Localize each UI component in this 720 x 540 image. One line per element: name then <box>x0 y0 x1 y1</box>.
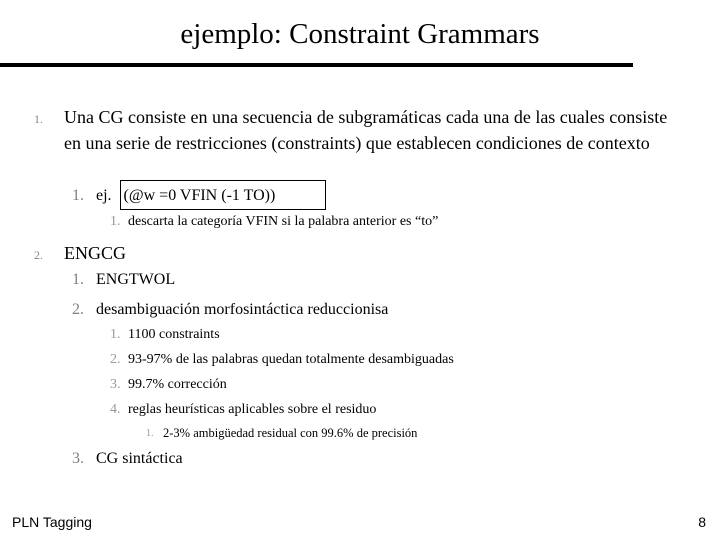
bullet-1-1-1 <box>110 213 670 231</box>
bullet-2 <box>34 240 674 266</box>
example-label: ej. <box>96 187 112 204</box>
bullet-text: descarta la categoría VFIN si la palabra anterior es “to” <box>128 214 439 229</box>
bullet-number: 1. <box>146 428 154 439</box>
bullet-number: 2. <box>34 248 43 262</box>
title-underline <box>0 63 633 67</box>
page-number: 8 <box>698 514 706 530</box>
bullet-number: 1. <box>72 187 84 204</box>
bullet-text: 99.7% corrección <box>128 377 227 392</box>
bullet-text: ENGTWOL <box>96 271 176 288</box>
bullet-2-2-2 <box>110 351 670 369</box>
bullet-1-1 <box>72 186 572 206</box>
bullet-2-2-4 <box>110 401 670 419</box>
slide-title: ejemplo: Constraint Grammars <box>180 18 540 50</box>
bullet-text: reglas heurísticas aplicables sobre el residuo <box>128 402 377 417</box>
bullet-number: 3. <box>110 377 121 392</box>
bullet-number: 2. <box>72 301 84 318</box>
footer-course-label: PLN Tagging <box>12 514 92 530</box>
bullet-number: 1. <box>72 271 84 288</box>
bullet-number: 4. <box>110 402 121 417</box>
bullet-text: Una CG consiste en una secuencia de subgramáticas cada una de las cuales consiste en una serie de restricciones (constraints) que establecen condiciones de contexto <box>64 107 668 153</box>
bullet-2-2 <box>72 300 632 320</box>
bullet-2-2-3 <box>110 376 670 394</box>
bullet-text: ENGCG <box>64 243 126 263</box>
bullet-number: 2. <box>110 352 121 367</box>
bullet-2-2-4-1 <box>146 425 686 441</box>
bullet-text: desambiguación morfosintáctica reduccionisa <box>96 301 389 318</box>
bullet-text: 2-3% ambigüedad residual con 99.6% de precisión <box>163 426 418 440</box>
bullet-number: 3. <box>72 450 84 467</box>
bullet-number: 1. <box>110 214 121 229</box>
bullet-text: CG sintáctica <box>96 450 183 467</box>
bullet-2-1 <box>72 270 632 290</box>
bullet-text: 93-97% de las palabras quedan totalmente desambiguadas <box>128 352 454 367</box>
bullet-text: 1100 constraints <box>128 327 220 342</box>
bullet-number: 1. <box>110 327 121 342</box>
example-rule-code: (@w =0 VFIN (-1 TO)) <box>123 187 276 204</box>
bullet-2-3 <box>72 449 632 469</box>
bullet-2-2-1 <box>110 326 670 344</box>
bullet-number: 1. <box>34 112 43 126</box>
bullet-1 <box>34 104 674 156</box>
